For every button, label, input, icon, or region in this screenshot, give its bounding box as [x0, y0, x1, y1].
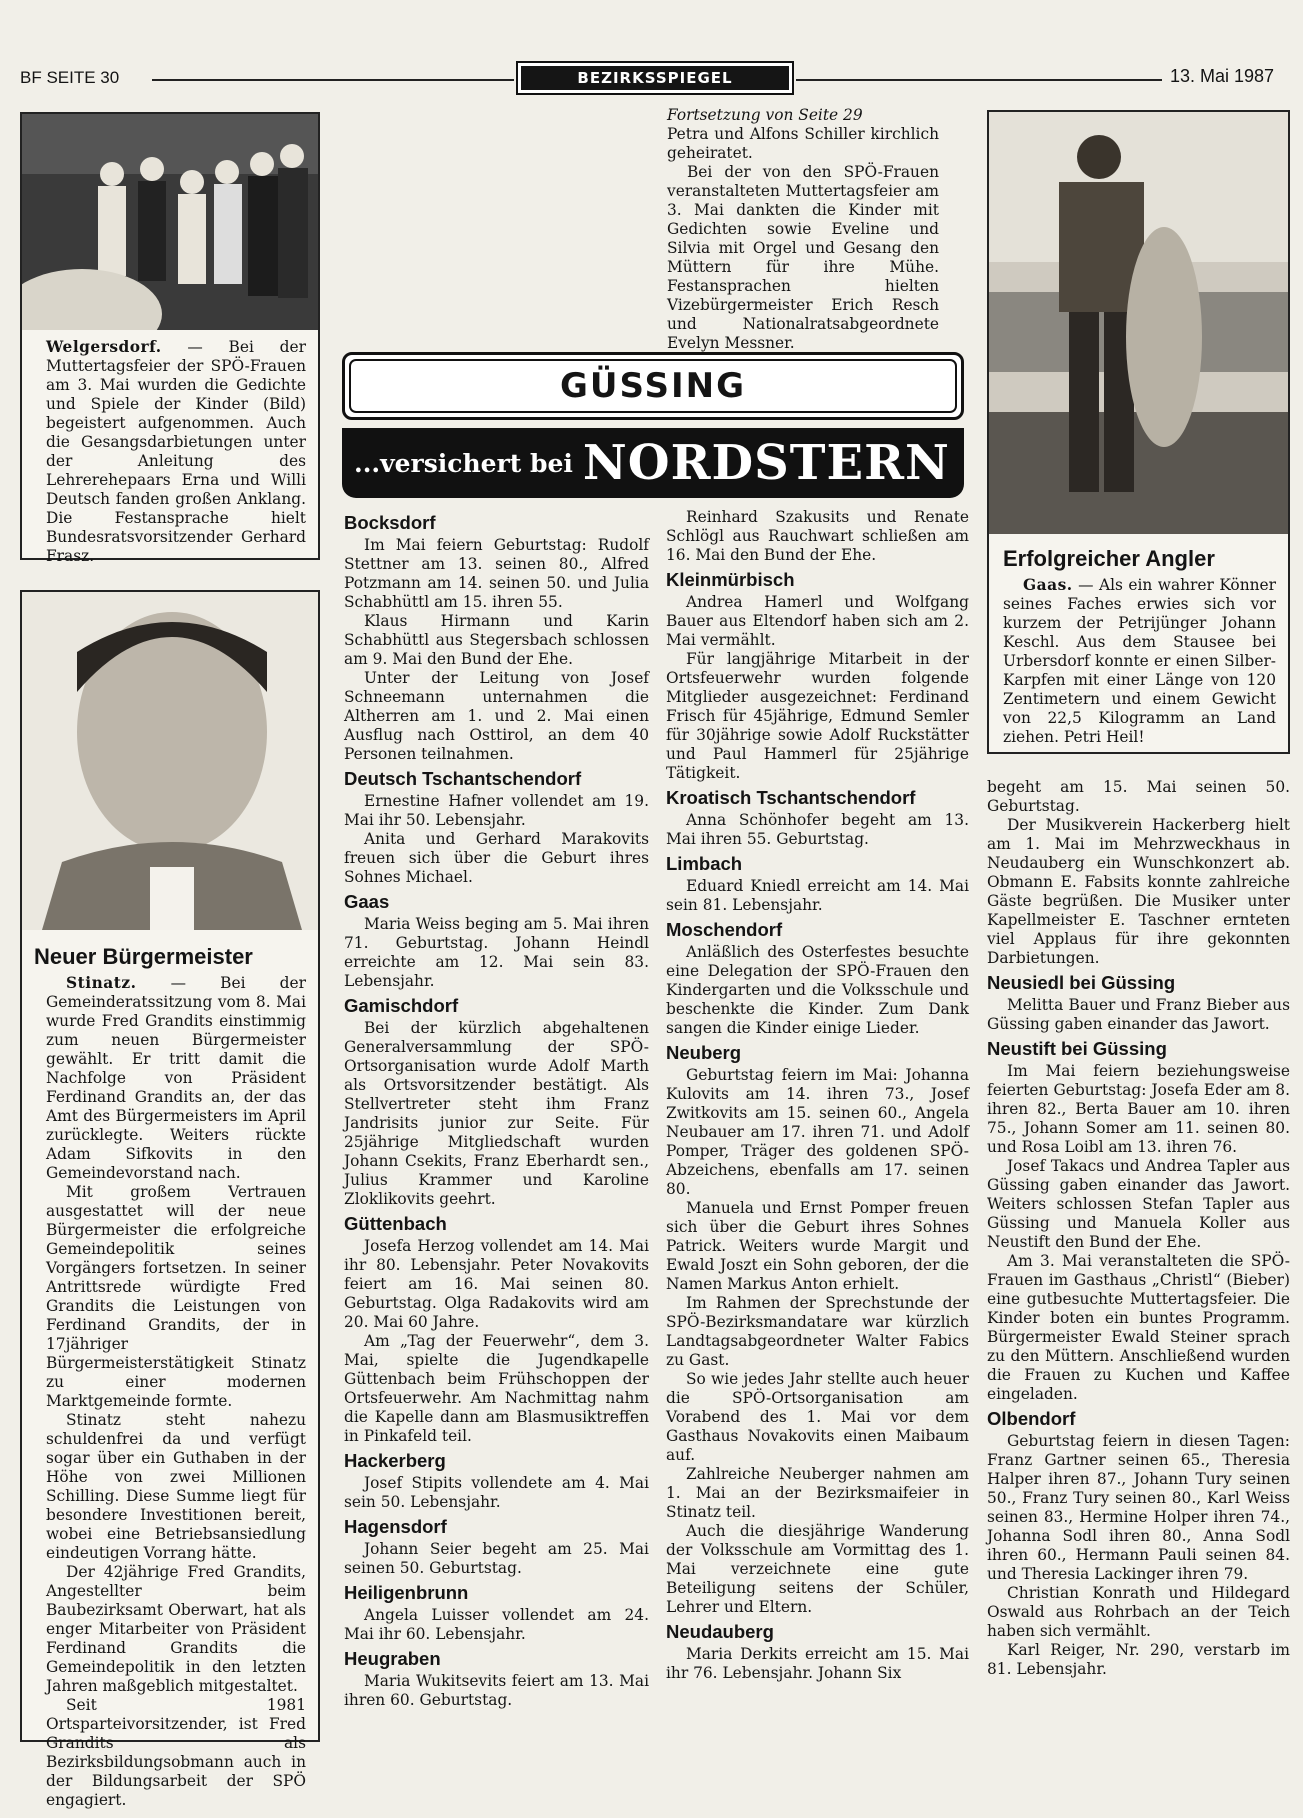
town-section: [344, 1516, 649, 1578]
welgersdorf-text: — Bei der Muttertagsfeier der SPÖ-Frauen am 3. Mai wurden die Gedichte und Spiele der Kinder (Bild) begeistert aufgenommen. Auch die Gesangsdarbietungen unter der Anleitung des Lehrerehepaars Erna und Willi Deutsch fanden großen Anklang. Die Festansprache hielt Bundesratsvorsitzender Gerhard Frasz.: [46, 338, 306, 565]
continued-paragraph: Bei der von den SPÖ-Frauen veranstalteten Muttertagsfeier am 3. Mai dankten die Kinder mit Gedichten sowie Eveline und Silvia mit Orgel und Gesang den Müttern für ihre Mühe. Festansprachen hielten Vizebürgermeister Erich Resch und Nationalratsabgeordnete Evelyn Messner.: [667, 163, 939, 352]
town-heading: Gamischdorf: [344, 995, 459, 1016]
angler-box: [987, 110, 1290, 754]
town-section: [344, 995, 649, 1209]
town-paragraph: Josef Takacs und Andrea Tapler aus Güssing gaben einander das Jawort. Weiters schlossen Stefan Tapler aus Güssing und Manuela Koller aus Neustift den Bund der Ehe.: [987, 1157, 1290, 1251]
town-paragraph: Am „Tag der Feuerwehr“, dem 3. Mai, spielte die Jugendkapelle Güttenbach beim Frühschoppen der Ortsfeuerwehr. Am Nachmittag nahm die Kapelle dann am Blasmusiktreffen in Pinkafeld teil.: [344, 1332, 649, 1445]
mayor-paragraph: — Bei der Gemeinderatssitzung vom 8. Mai wurde Fred Grandits einstimmig zum neuen Bürgermeister gewählt. Er tritt damit die Nachfolge von Präsident Ferdinand Grandits an, der das Amt des Bürgermeisters im April zurücklegte. Weiters rückte Adam Sifkovits in den Gemeindevorstand nach.: [46, 974, 306, 1182]
town-paragraph: Reinhard Szakusits und Renate Schlögl aus Rauchwart schließen am 16. Mai den Bund der Ehe.: [666, 508, 969, 564]
town-paragraph: Der Musikverein Hackerberg hielt am 1. Mai im Mehrzweckhaus in Neudauberg ein Wunschkonzert ab. Obmann E. Fabsits konnte zahlreiche Gäste begrüßen. Die Musiker unter Kapellmeister E. Taschner ernteten viel Applaus für ihre gekonnten Darbietungen.: [987, 816, 1290, 967]
town-section: [987, 972, 1290, 1034]
continued-paragraph: Petra und Alfons Schiller kirchlich geheiratet.: [667, 125, 939, 162]
town-paragraph: Manuela und Ernst Pomper freuen sich über die Geburt ihres Sohnes Patrick. Weiters wurde Margit und Ewald Joszt ein Sohn geboren, der die Namen Markus Anton erhielt.: [666, 1199, 969, 1293]
town-heading: Deutsch Tschantschendorf: [344, 768, 582, 789]
town-paragraph: Auch die diesjährige Wanderung der Volksschule am Vormittag des 1. Mai verzeichnete eine gute Beteiligung seitens der Schüler, Lehrer und Eltern.: [666, 1522, 969, 1616]
town-heading: Heugraben: [344, 1648, 441, 1669]
town-paragraph: begeht am 15. Mai seinen 50. Geburtstag.: [987, 778, 1290, 815]
town-paragraph: Josefa Herzog vollendet am 14. Mai ihr 80. Lebensjahr. Peter Novakovits feiert am 16. Mai seinen 80. Geburtstag. Olga Radakovits wird am 20. Mai 60 Jahre.: [344, 1237, 649, 1331]
header-rule-left: [152, 79, 514, 81]
town-heading: Kroatisch Tschantschendorf: [666, 787, 916, 808]
town-heading: Neustift bei Güssing: [987, 1038, 1167, 1059]
angler-text: — Als ein wahrer Könner seines Faches erwies sich vor kurzem der Petrijünger Johann Keschl. Aus dem Stausee bei Urbersdorf konnte er einen Silber-Karpfen mit einer Länge von 120 Zentimetern und einem Gewicht von 22,5 Kilogramm an Land ziehen. Petri Heil!: [1003, 576, 1276, 746]
angler-location: Gaas.: [1023, 576, 1073, 594]
town-paragraph: So wie jedes Jahr stellte auch heuer die SPÖ-Ortsorganisation am Vorabend des 1. Mai vor dem Gasthaus Novakovits einen Maibaum auf.: [666, 1370, 969, 1464]
town-paragraph: Geburtstag feiern in diesen Tagen: Franz Gartner seinen 65., Theresia Halper ihren 87., Johann Tury seinen 50., Franz Tury seinen 80., Karl Weiss seinen 83., Hermine Holper ihren 74., Johanna Sodl ihren 80., Anna Sodl ihren 60., Hermann Pauli seinen 84. und Theresia Lackinger ihren 79.: [987, 1432, 1290, 1583]
welgersdorf-caption: [22, 330, 318, 574]
mayor-paragraph: Stinatz steht nahezu schuldenfrei da und verfügt sogar über ein Guthaben in der Höhe von zwei Millionen Schilling. Diese Summe liegt für besondere Investitionen bereit, wobei eine Betriebsansiedlung eindeutigen Vorrang hätte.: [46, 1411, 306, 1562]
town-section: [666, 919, 969, 1038]
welgersdorf-location: Welgersdorf.: [46, 338, 162, 356]
town-paragraph: Karl Reiger, Nr. 290, verstarb im 81. Lebensjahr.: [987, 1641, 1290, 1678]
angler-caption: [1003, 576, 1276, 747]
children-group-photo: [22, 114, 318, 330]
mayor-article: [34, 974, 306, 1810]
town-section: [344, 512, 649, 764]
mayor-paragraph: Seit 1981 Ortsparteivorsitzender, ist Fred Grandits als Bezirksbildungsobmann auch in der Bildungsarbeit der SPÖ engagiert.: [46, 1696, 306, 1809]
mayor-headline: Neuer Bürgermeister: [34, 944, 253, 969]
ad-slogan: ...versichert bei: [354, 448, 573, 478]
town-section: [666, 569, 969, 783]
town-paragraph: Maria Derkits erreicht am 15. Mai ihr 76. Lebensjahr. Johann Six: [666, 1645, 969, 1682]
town-paragraph: Johann Seier begeht am 25. Mai seinen 50. Geburtstag.: [344, 1540, 649, 1577]
mayor-paragraph: Mit großem Vertrauen ausgestattet will der neue Bürgermeister die erfolgreiche Gemeindepolitik seines Vorgängers fortsetzen. In seiner Antrittsrede würdigte Fred Grandits die Leistungen von Ferdinand Grandits, der in 17jähriger Bürgermeisterstätigkeit Stinatz zu einer modernen Marktgemeinde formte.: [46, 1183, 306, 1410]
masthead-title: BEZIRKSSPIEGEL: [521, 66, 789, 90]
ad-city-frame: [342, 352, 964, 420]
mayor-box: [20, 590, 320, 1809]
town-paragraph: Melitta Bauer und Franz Bieber aus Güssing gaben einander das Jawort.: [987, 996, 1290, 1033]
town-heading: Neusiedl bei Güssing: [987, 972, 1176, 993]
town-heading: Hackerberg: [344, 1450, 446, 1471]
town-paragraph: Im Rahmen der Sprechstunde der SPÖ-Bezirksmandatare war kürzlich Landtagsabgeordneter Walter Fabics zu Gast.: [666, 1294, 969, 1369]
column-b: [666, 508, 969, 1683]
town-paragraph: Christian Konrath und Hildegard Oswald aus Rohrbach an der Teich haben sich vermählt.: [987, 1584, 1290, 1640]
town-section: [987, 1408, 1290, 1679]
town-section: [666, 787, 969, 849]
town-section: [987, 778, 1290, 968]
ad-brand: NORDSTERN: [582, 435, 950, 491]
masthead: [516, 61, 794, 95]
town-section: [987, 1038, 1290, 1404]
town-paragraph: Bei der kürzlich abgehaltenen Generalversammlung der SPÖ-Ortsorganisation wurde Adolf Marth als Ortsvorsitzender bestätigt. Als Stellvertreter steht ihm Franz Jandrisits junior zur Seite. Für 25jährige Mitgliedschaft wurden Johann Csekits, Franz Eberhardt sen., Julius Krammer und Karoline Zloklikovits geehrt.: [344, 1019, 649, 1208]
town-paragraph: Im Mai feiern beziehungsweise feierten Geburtstag: Josefa Eder am 8. ihren 82., Berta Bauer am 10. ihren 75., Johann Somer am 11. seinen 80. und Rosa Loibl am 13. ihren 76.: [987, 1062, 1290, 1156]
angler-photo: [989, 112, 1288, 534]
town-heading: Limbach: [666, 853, 743, 874]
town-heading: Kleinmürbisch: [666, 569, 795, 590]
column-c: [987, 778, 1290, 1679]
town-paragraph: Anita und Gerhard Marakovits freuen sich über die Geburt ihres Sohnes Michael.: [344, 830, 649, 886]
town-paragraph: Für langjährige Mitarbeit in der Ortsfeuerwehr wurden folgende Mitglieder ausgezeichnet: Ferdinand Frisch für 45jährige, Edmund Semler für 30jährige sowie Adolf Ruckstätter und Paul Hammerl für 25jährige Tätigkeit.: [666, 650, 969, 782]
town-heading: Moschendorf: [666, 919, 783, 940]
town-paragraph: Josef Stipits vollendete am 4. Mai sein 50. Lebensjahr.: [344, 1474, 649, 1511]
town-section: [666, 508, 969, 565]
header-rule-right: [796, 79, 1162, 81]
mayor-location: Stinatz.: [66, 974, 137, 992]
town-heading: Olbendorf: [987, 1408, 1076, 1429]
ad-city: GÜSSING: [560, 366, 746, 406]
town-section: [344, 1450, 649, 1512]
ad-slogan-bar: [342, 428, 964, 498]
town-paragraph: Geburtstag feiern im Mai: Johanna Kulovits am 14. ihren 73., Josef Zwitkovits am 15. seinen 60., Angela Neubauer am 17. ihren 71. und Adolf Pomper, Träger des goldenen SPÖ-Abzeichens, ebenfalls am 17. seinen 80.: [666, 1066, 969, 1198]
angler-headline: Erfolgreicher Angler: [1003, 546, 1215, 571]
welgersdorf-box: [20, 112, 320, 565]
mayor-paragraph: Der 42jährige Fred Grandits, Angestellter beim Baubezirksamt Oberwart, hat als enger Mitarbeiter von Präsident Ferdinand Grandits die Gemeindepolitik in den letzten Jahren maßgeblich mitgestaltet.: [46, 1563, 306, 1695]
town-paragraph: Eduard Kniedl erreicht am 14. Mai sein 81. Lebensjahr.: [666, 877, 969, 914]
town-heading: Neudauberg: [666, 1621, 774, 1642]
town-heading: Gaas: [344, 891, 390, 912]
continuation-note: Fortsetzung von Seite 29: [667, 106, 863, 124]
town-heading: Bocksdorf: [344, 512, 436, 533]
town-paragraph: Maria Weiss beging am 5. Mai ihren 71. Geburtstag. Johann Heindl erreichte am 12. Mai sein 83. Lebensjahr.: [344, 915, 649, 990]
issue-date: 13. Mai 1987: [1170, 66, 1275, 86]
continued-article: [667, 106, 939, 353]
town-paragraph: Im Mai feiern Geburtstag: Rudolf Stettner am 13. seinen 80., Alfred Potzmann am 14. seinen 50. und Julia Schabhüttl am 15. ihren 55.: [344, 536, 649, 611]
town-paragraph: Angela Luisser vollendet am 24. Mai ihr 60. Lebensjahr.: [344, 1606, 649, 1643]
town-section: [666, 1042, 969, 1617]
ad-city-inner-frame: [349, 359, 957, 413]
town-paragraph: Unter der Leitung von Josef Schneemann unternahmen die Altherren am 1. und 2. Mai einen Ausflug nach Osttirol, an dem 40 Personen teilnahmen.: [344, 669, 649, 763]
town-paragraph: Zahlreiche Neuberger nahmen am 1. Mai an der Bezirksmaifeier in Stinatz teil.: [666, 1465, 969, 1521]
town-section: [666, 853, 969, 915]
nordstern-ad: [342, 352, 964, 498]
town-section: [344, 1213, 649, 1446]
town-section: [344, 768, 649, 887]
town-paragraph: Ernestine Hafner vollendet am 19. Mai ihr 50. Lebensjahr.: [344, 792, 649, 829]
town-paragraph: Maria Wukitsevits feiert am 13. Mai ihren 60. Geburtstag.: [344, 1672, 649, 1709]
town-section: [344, 1648, 649, 1710]
town-paragraph: Anna Schönhofer begeht am 13. Mai ihren 55. Geburtstag.: [666, 811, 969, 848]
town-section: [344, 1582, 649, 1644]
town-heading: Neuberg: [666, 1042, 742, 1063]
town-heading: Güttenbach: [344, 1213, 447, 1234]
town-heading: Hagensdorf: [344, 1516, 447, 1537]
town-paragraph: Am 3. Mai veranstalteten die SPÖ-Frauen im Gasthaus „Christl“ (Bieber) eine gutbesuchte Muttertagsfeier. Die Kinder boten ein buntes Programm. Bürgermeister Ewald Steiner sprach zu den Müttern. Anschließend wurden die Frauen zu Kuchen und Kaffee eingeladen.: [987, 1252, 1290, 1403]
town-section: [344, 891, 649, 991]
column-a: [344, 508, 649, 1710]
town-paragraph: Andrea Hamerl und Wolfgang Bauer aus Eltendorf haben sich am 2. Mai vermählt.: [666, 593, 969, 649]
town-heading: Heiligenbrunn: [344, 1582, 469, 1603]
town-paragraph: Klaus Hirmann und Karin Schabhüttl aus Stegersbach schlossen am 9. Mai den Bund der Ehe.: [344, 612, 649, 668]
town-section: [666, 1621, 969, 1683]
mayor-portrait-photo: [22, 592, 318, 930]
page-number: BF SEITE 30: [20, 68, 120, 87]
town-paragraph: Anläßlich des Osterfestes besuchte eine Delegation der SPÖ-Frauen den Kindergarten und die Volksschule und beschenkte die Kinder. Zum Dank sangen die Kinder einige Lieder.: [666, 943, 969, 1037]
